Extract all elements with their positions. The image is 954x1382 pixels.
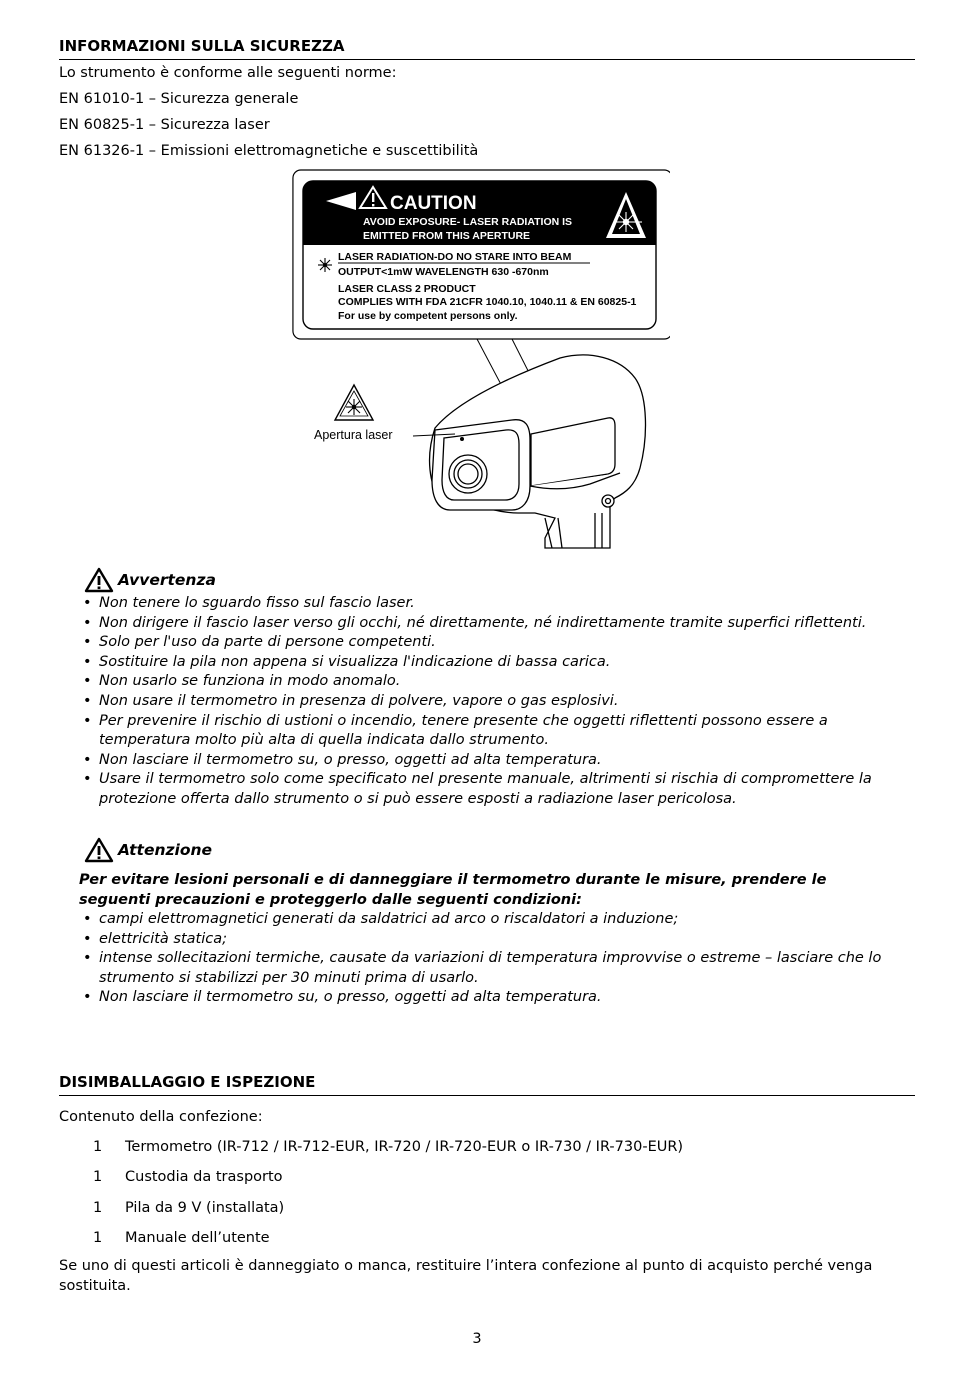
list-item: • intense sollecitazioni termiche, causate da variazioni di temperatura improvvise o estreme – lasciare che lo strumento si stabilizzi per 30 minuti prima di usarlo. (80, 949, 910, 988)
warning-heading (84, 567, 216, 593)
list-item: • Non lasciare il termometro su, o presso, oggetti ad alta temperatura. (80, 988, 910, 1008)
warning-triangle-icon (84, 837, 114, 863)
safety-line: EN 61326-1 – Emissioni elettromagnetiche e suscettibilità (59, 143, 479, 159)
item-text: Manuale dell’utente (125, 1229, 270, 1246)
label-line5: For use by competent persons only. (338, 310, 518, 322)
item-qty: 1 (93, 1199, 103, 1216)
item-qty: 1 (93, 1139, 103, 1155)
item-qty: 1 (93, 1229, 103, 1246)
label-line2: OUTPUT<1mW WAVELENGTH 630 -670nm (338, 266, 549, 278)
laser-aperture-label: Apertura laser (314, 428, 393, 442)
unpack-intro: Contenuto della confezione: (59, 1109, 263, 1125)
unpack-footer: Se uno di questi articoli è danneggiato o manca, restituire l’intera confezione al punto di acquisto perché venga sostituita. (59, 1258, 873, 1294)
item-text: Pila da 9 V (installata) (125, 1199, 285, 1216)
attention-heading (84, 837, 212, 863)
page-number: 3 (472, 1331, 482, 1347)
item-qty: 1 (93, 1169, 103, 1186)
caution-avoid-line1: AVOID EXPOSURE- LASER RADIATION IS (363, 216, 573, 228)
safety-line: EN 61010-1 – Sicurezza generale (59, 91, 299, 107)
attention-intro: Per evitare lesioni personali e di danneggiare il termometro durante le misure, prendere le seguenti precauzioni e proteggerlo dalle seguenti condizioni: (79, 872, 827, 908)
laser-aperture-icon (335, 385, 373, 420)
laser-label-figure (290, 168, 670, 553)
list-item: • Per prevenire il rischio di ustioni o incendio, tenere presente che oggetti riflettenti possono essere a temperatura molto più alta di quella indicata dallo strumento. (80, 712, 910, 751)
list-item: • elettricità statica; (80, 930, 910, 950)
safety-line: Lo strumento è conforme alle seguenti norme: (59, 65, 397, 81)
label-line4: COMPLIES WITH FDA 21CFR 1040.10, 1040.11 & EN 60825-1 (338, 296, 637, 308)
safety-section-title: INFORMAZIONI SULLA SICUREZZA (59, 37, 915, 60)
list-item: • Sostituire la pila non appena si visualizza l'indicazione di bassa carica. (80, 653, 910, 673)
list-item: • Non usarlo se funziona in modo anomalo. (80, 672, 910, 692)
warning-title: Avvertenza (118, 571, 216, 589)
thermometer-illustration (430, 355, 646, 548)
label-line1: LASER RADIATION-DO NO STARE INTO BEAM (338, 251, 572, 263)
list-item: • Solo per l'uso da parte di persone competenti. (80, 633, 910, 653)
warning-triangle-icon (84, 567, 114, 593)
attention-list (80, 910, 910, 1008)
list-item (93, 1139, 683, 1169)
list-item: • Non dirigere il fascio laser verso gli occhi, né direttamente, né indirettamente tramite superfici riflettenti. (80, 614, 910, 634)
attention-title: Attenzione (118, 841, 213, 859)
list-item (93, 1169, 683, 1199)
list-item (93, 1230, 683, 1260)
safety-line: EN 60825-1 – Sicurezza laser (59, 117, 270, 133)
list-item: • Non usare il termometro in presenza di polvere, vapore o gas esplosivi. (80, 692, 910, 712)
warning-list (80, 594, 910, 810)
list-item: • Non lasciare il termometro su, o presso, oggetti ad alta temperatura. (80, 751, 910, 771)
unpack-section-title: DISIMBALLAGGIO E ISPEZIONE (59, 1073, 915, 1096)
label-line3: LASER CLASS 2 PRODUCT (338, 283, 476, 295)
list-item: • Non tenere lo sguardo fisso sul fascio laser. (80, 594, 910, 614)
item-text: Termometro (IR-712 / IR-712-EUR, IR-720 / IR-720-EUR o IR-730 / IR-730-EUR) (125, 1139, 684, 1155)
caution-title: CAUTION (390, 193, 477, 214)
list-item (93, 1200, 683, 1230)
caution-avoid-line2: EMITTED FROM THIS APERTURE (363, 230, 531, 242)
list-item: • campi elettromagnetici generati da saldatrici ad arco o riscaldatori a induzione; (80, 910, 910, 930)
list-item: • Usare il termometro solo come specificato nel presente manuale, altrimenti si rischia di compromettere la protezione offerta dallo strumento o si può essere esposti a radiazione laser pericolosa. (80, 770, 910, 809)
item-text: Custodia da trasporto (125, 1169, 283, 1186)
package-contents-list (93, 1139, 683, 1260)
